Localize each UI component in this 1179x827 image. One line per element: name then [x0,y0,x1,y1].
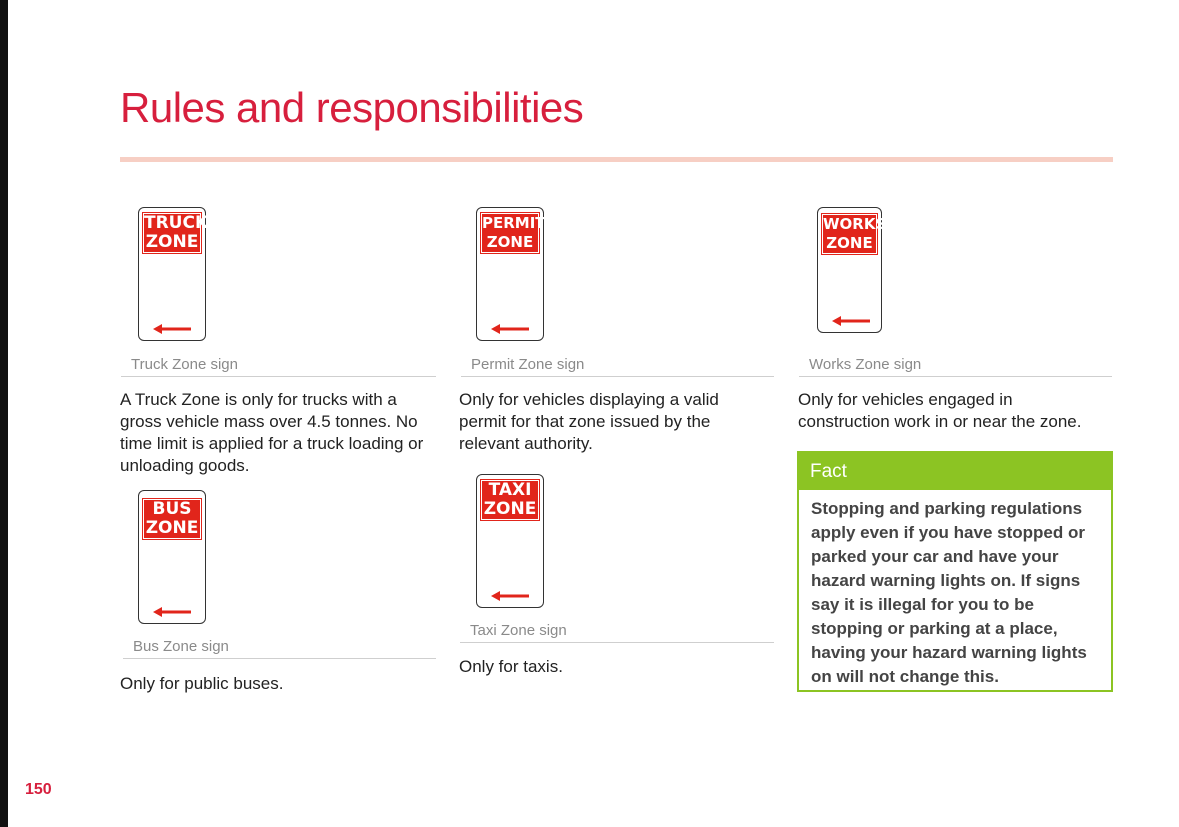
permit-zone-sign [476,207,544,341]
title-divider [120,157,1113,162]
bus-zone-caption: Bus Zone sign [123,638,436,659]
left-arrow-icon [491,590,531,602]
works-zone-description: Only for vehicles engaged in construction work in or near the zone. [798,390,1082,431]
permit-zone-description: Only for vehicles displaying a valid permit for that zone issued by the relevant authority. [459,390,719,453]
bus-zone-line2: ZONE [143,519,201,539]
truck-zone-description: A Truck Zone is only for trucks with a gross vehicle mass over 4.5 tonnes. No time limit is applied for a truck loading or unloading goods. [120,390,424,475]
taxi-zone-plate [480,479,540,521]
page-title: Rules and responsibilities [120,84,584,131]
fact-body: Stopping and parking regulations apply even if you have stopped or parked your car and have your hazard warning lights on. If signs say it is illegal for you to be stopping or parking at a place, having your hazard warning lights on will not change this. [811,499,1087,686]
permit-zone-caption: Permit Zone sign [461,356,774,377]
taxi-zone-description: Only for taxis. [459,657,563,676]
left-arrow-icon [491,323,531,335]
left-arrow-icon [153,323,193,335]
bus-zone-line1: BUS [143,499,201,519]
left-arrow-icon [832,315,872,327]
taxi-zone-caption: Taxi Zone sign [460,622,774,643]
works-zone-plate [821,213,887,255]
taxi-zone-sign [476,474,544,608]
page-edge [0,0,8,827]
truck-zone-line2: ZONE [143,233,201,253]
permit-zone-plate [480,212,546,254]
works-zone-line2: ZONE [822,234,877,254]
truck-zone-sign [138,207,209,341]
page-number: 150 [25,781,52,798]
permit-zone-line2: ZONE [481,233,539,253]
bus-zone-description: Only for public buses. [120,674,284,693]
bus-zone-plate [142,498,202,540]
left-arrow-icon [153,606,193,618]
works-zone-sign [817,207,887,333]
works-zone-line1: WORKS [823,215,887,233]
fact-box [797,451,1113,692]
truck-zone-caption: Truck Zone sign [121,356,436,377]
truck-zone-plate [142,212,209,254]
truck-zone-line1: TRUCK [144,213,209,233]
bus-zone-sign [138,490,206,624]
works-zone-caption: Works Zone sign [799,356,1112,377]
fact-heading: Fact [799,453,1111,490]
permit-zone-line1: PERMIT [482,214,546,232]
taxi-zone-line1: TAXI [481,480,539,500]
taxi-zone-line2: ZONE [481,500,539,520]
